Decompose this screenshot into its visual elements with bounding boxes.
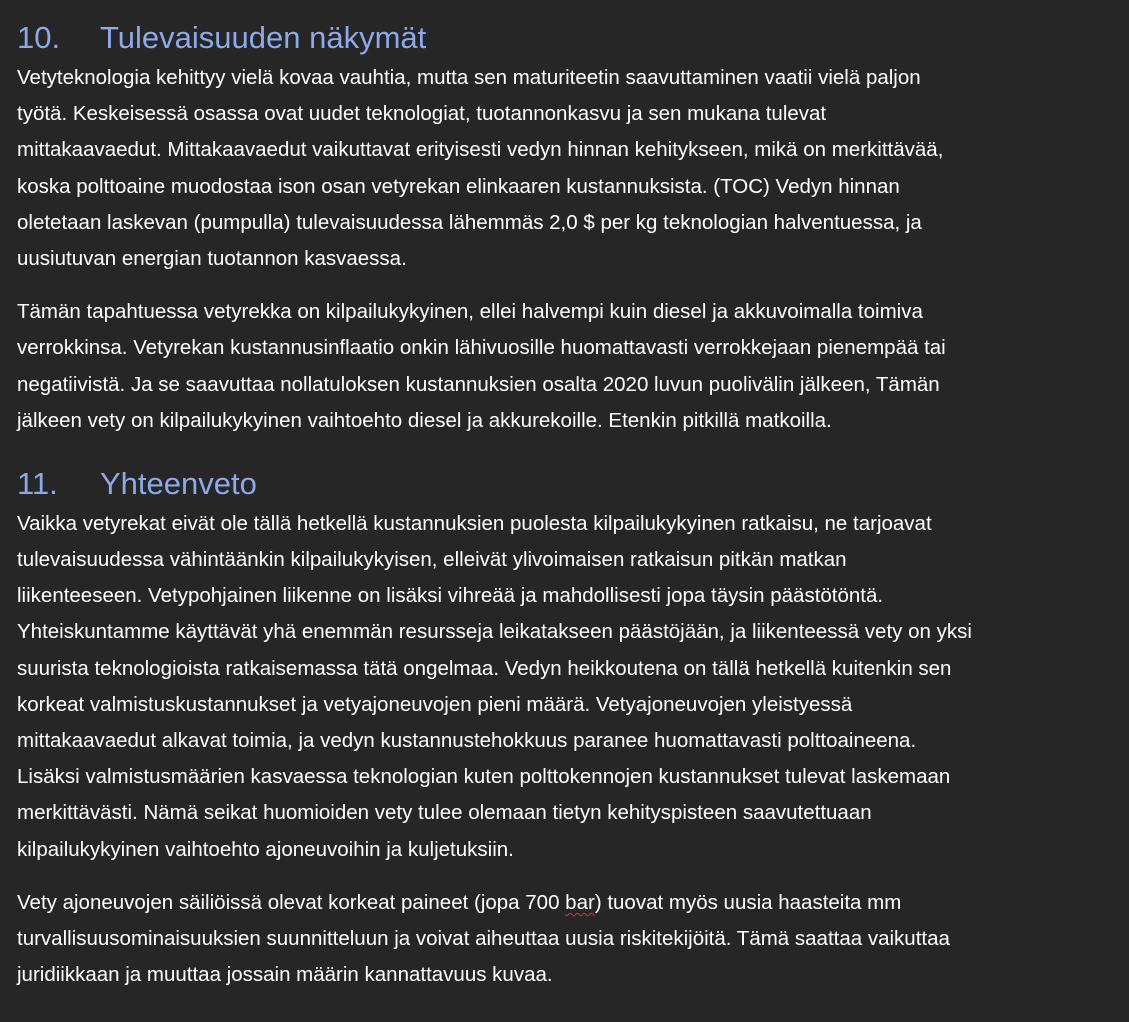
- text-line: mittakaavaedut alkavat toimia, ja vedyn kustannustehokkuus paranee huomattavasti polttoaineena.: [17, 729, 917, 752]
- text-line: koska polttoaine muodostaa ison osan vetyrekan elinkaaren kustannuksista. (TOC) Vedyn hinnan: [17, 174, 900, 198]
- text-segment: ) tuovat myös uusia haasteita mm: [594, 890, 902, 914]
- paragraph-spacing: [17, 868, 1115, 885]
- section-spacing: [17, 439, 1115, 462]
- heading-title: Yhteenveto: [100, 465, 257, 501]
- text-line: korkeat valmistuskustannukset ja vetyajoneuvojen pieni määrä. Vetyajoneuvojen yleistyessä: [17, 692, 853, 716]
- text-line: verrokkinsa. Vetyrekan kustannusinflaatio onkin lähivuosille huomattavasti verrokkejaan pienempää tai: [17, 336, 946, 360]
- text-line: [17, 885, 1115, 921]
- text-line: Lisäksi valmistusmäärien kasvaessa teknologian kuten polttokennojen kustannukset tulevat laskemaan: [17, 765, 951, 789]
- text-line: liikenteeseen. Vetypohjainen liikenne on lisäksi vihreää ja mahdollisesti jopa täysin päästötöntä.: [17, 584, 884, 608]
- text-segment: Vety ajoneuvojen säiliöissä olevat korkeat paineet (jopa 700: [17, 890, 566, 914]
- paragraph-summary-1: [17, 506, 1115, 868]
- text-line: merkittävästi. Nämä seikat huomioiden vety tulee olemaan tietyn kehityspisteen saavutettuaan: [17, 801, 872, 825]
- paragraph-future-outlook-2: [17, 294, 1115, 439]
- text-line: tulevaisuudessa vähintäänkin kilpailukykyisen, elleivät ylivoimaisen ratkaisun pitkän matkan: [17, 548, 847, 572]
- text-line: Vaikka vetyrekat eivät ole tällä hetkellä kustannuksien puolesta kilpailukykyinen ratkaisu, ne tarjoavat: [17, 511, 932, 535]
- paragraph-spacing: [17, 277, 1115, 294]
- text-line: oletetaan laskevan (pumpulla) tulevaisuudessa lähemmäs 2,0 $ per kg teknologian halventuessa, ja: [17, 210, 922, 234]
- text-line: negatiivistä. Ja se saavuttaa nollatuloksen kustannuksien osalta 2020 luvun puolivälin jälkeen, Tämän: [17, 372, 940, 396]
- text-line: kilpailukykyinen vaihtoehto ajoneuvoihin ja kuljetuksiin.: [17, 837, 514, 861]
- heading-title: Tulevaisuuden näkymät: [100, 20, 427, 55]
- spellcheck-flagged-word[interactable]: bar: [565, 890, 595, 914]
- text-line: Vetyteknologia kehittyy vielä kovaa vauhtia, mutta sen maturiteetin saavuttaminen vaatii vielä paljon: [17, 66, 921, 89]
- paragraph-summary-2: [17, 885, 1115, 994]
- heading-number: 11.: [17, 465, 58, 501]
- heading-section-11: [17, 462, 1115, 506]
- heading-number: 10.: [17, 20, 61, 55]
- text-line: juridiikkaan ja muuttaa jossain määrin kannattavuus kuvaa.: [17, 963, 553, 987]
- text-line: mittakaavaedut. Mittakaavaedut vaikuttavat erityisesti vedyn hinnan kehitykseen, mikä on merkittävää,: [17, 138, 944, 162]
- text-line: jälkeen vety on kilpailukykyinen vaihtoehto diesel ja akkurekoille. Etenkin pitkillä matkoilla.: [17, 408, 832, 432]
- text-line: Tämän tapahtuessa vetyrekka on kilpailukykyinen, ellei halvempi kuin diesel ja akkuvoimalla toimiva: [17, 300, 923, 324]
- text-line: turvallisuusominaisuuksien suunnitteluun ja voivat aiheuttaa uusia riskitekijöitä. Tämä saattaa vaikuttaa: [17, 926, 950, 950]
- paragraph-future-outlook-1: [17, 60, 1115, 277]
- text-line: uusiutuvan energian tuotannon kasvaessa.: [17, 246, 407, 270]
- text-line: suurista teknologioista ratkaisemassa tätä ongelmaa. Vedyn heikkoutena on tällä hetkellä kuitenkin sen: [17, 656, 952, 680]
- heading-section-10: [17, 16, 1115, 60]
- text-line: Yhteiskuntamme käyttävät yhä enemmän resursseja leikatakseen päästöjään, ja liikenteessä vety on yksi: [17, 620, 972, 644]
- text-line: työtä. Keskeisessä osassa ovat uudet teknologiat, tuotannonkasvu ja sen mukana tulevat: [17, 102, 827, 126]
